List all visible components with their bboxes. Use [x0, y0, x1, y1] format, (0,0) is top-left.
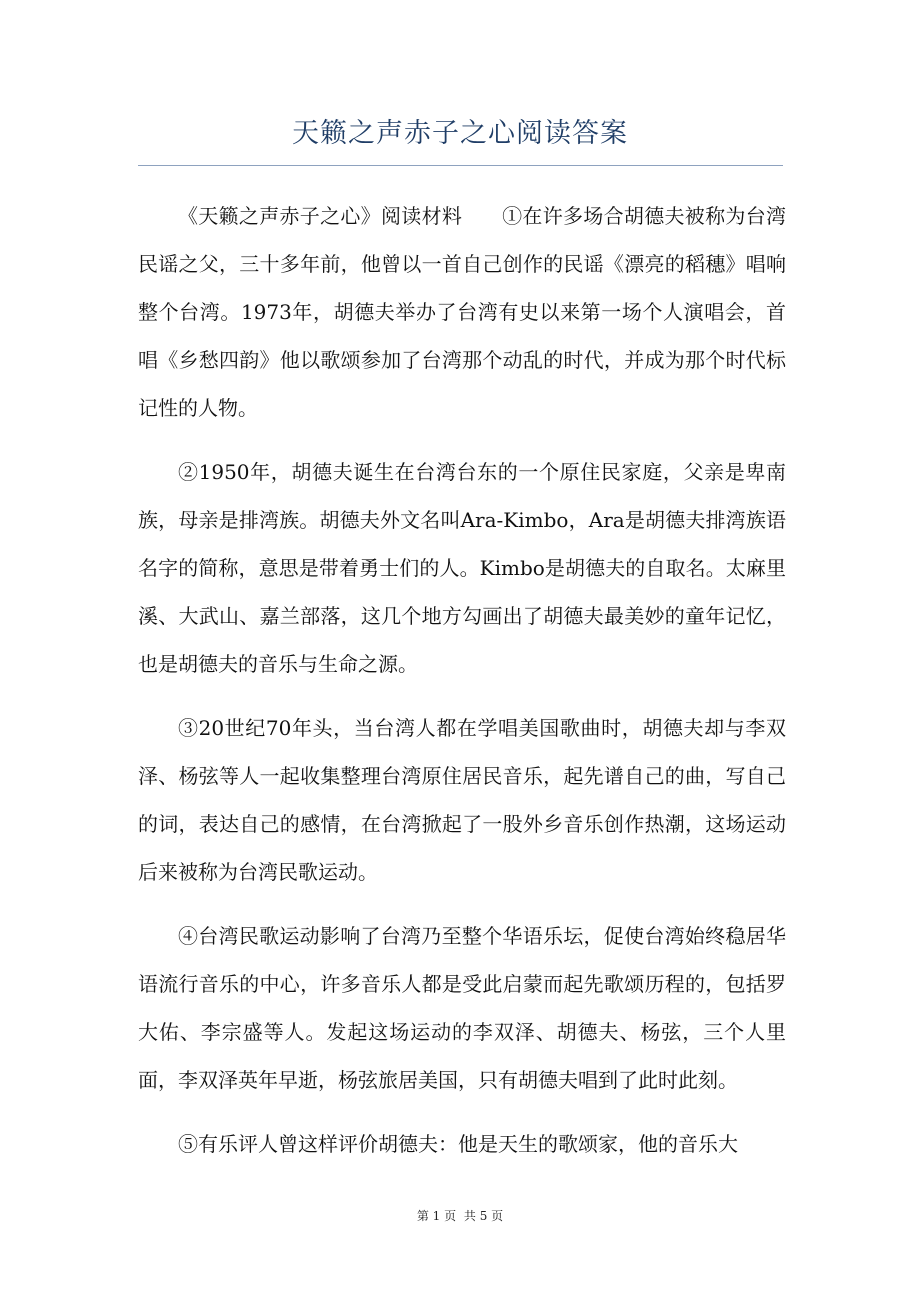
document-body — [138, 192, 786, 1184]
paragraph-1: 《天籁之声赤子之心》阅读材料 ①在许多场合胡德夫被称为台湾民谣之父，三十多年前，他曾以一首自己创作的民谣《漂亮的稻穗》唱响整个台湾。1973年，胡德夫举办了台湾有史以来第一场个人演唱会，首唱《乡愁四韵》他以歌颂参加了台湾那个动乱的时代，并成为那个时代标记性的人物。 — [138, 204, 786, 420]
page-footer — [0, 1207, 920, 1225]
page-number: 第 1 页 — [416, 1209, 457, 1223]
paragraph-3: ③20世纪70年头，当台湾人都在学唱美国歌曲时，胡德夫却与李双泽、杨弦等人一起收集整理台湾原住居民音乐，起先谱自己的曲，写自己的词，表达自己的感情，在台湾掀起了一股外乡音乐创作热潮，这场运动后来被称为台湾民歌运动。 — [138, 716, 786, 884]
page-total: 共 5 页 — [463, 1209, 504, 1223]
title-divider — [138, 165, 783, 166]
paragraph-2: ②1950年，胡德夫诞生在台湾台东的一个原住民家庭，父亲是卑南族，母亲是排湾族。胡德夫外文名叫Ara-Kimbo，Ara是胡德夫排湾族语名字的简称，意思是带着勇士们的人。Kimbo是胡德夫的自取名。太麻里溪、大武山、嘉兰部落，这几个地方勾画出了胡德夫最美妙的童年记忆，也是胡德夫的音乐与生命之源。 — [138, 460, 786, 676]
paragraph-5: ⑤有乐评人曾这样评价胡德夫：他是天生的歌颂家，他的音乐大 — [178, 1132, 738, 1156]
paragraph-4: ④台湾民歌运动影响了台湾乃至整个华语乐坛，促使台湾始终稳居华语流行音乐的中心，许多音乐人都是受此启蒙而起先歌颂历程的，包括罗大佑、李宗盛等人。发起这场运动的李双泽、胡德夫、杨弦，三个人里面，李双泽英年早逝，杨弦旅居美国，只有胡德夫唱到了此时此刻。 — [138, 924, 786, 1092]
document-title: 天籁之声赤子之心阅读答案 — [292, 118, 628, 149]
